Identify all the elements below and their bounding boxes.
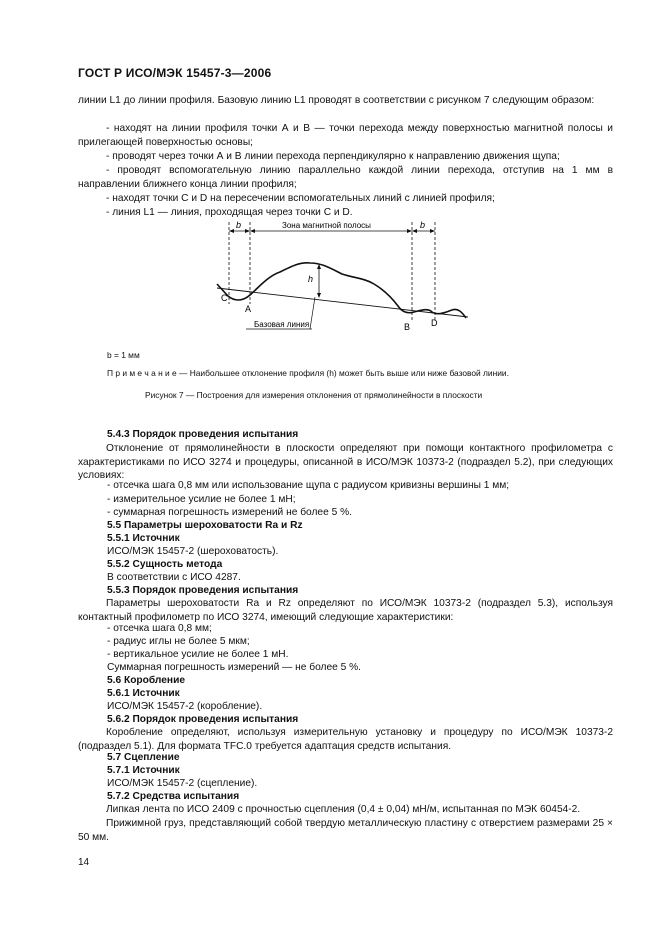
label-D: D — [431, 318, 438, 328]
label-baseline: Базовая линия — [254, 320, 310, 329]
list-5-5-3-2: - радиус иглы не более 5 мкм; — [107, 636, 250, 647]
arrow-4 — [407, 229, 412, 233]
list-5-4-3-2: - измерительное усилие не более 1 мН; — [107, 494, 296, 505]
para-5-5-3: Параметры шероховатости Ra и Rz определяют по ИСО/МЭК 10373-2 (подраздел 5.3), используя контактный профилометр по ИСО 3274, имеющий следующие характеристики: — [78, 598, 613, 623]
text-5-5-3-sum: Суммарная погрешность измерений — не более 5 %. — [107, 662, 362, 673]
para-5-4-3: Отклонение от прямолинейности в плоскости определяют при помощи контактного профилометра с характеристиками по ИСО 3274 и процедуры, описанной в ИСО/МЭК 10373-2 (подраздел 5.2), при следующих условиях: — [78, 443, 613, 482]
list-5-5-3-1: - отсечка шага 0,8 мм; — [107, 623, 212, 634]
intro-bullet-5: - линия L1 — линия, проходящая через точки С и D. — [106, 207, 353, 218]
label-b-right: b — [420, 220, 426, 230]
page-number: 14 — [78, 857, 90, 868]
para-5-7-2-a: Липкая лента по ИСО 2409 с прочностью сцепления (0,4 ± 0,04) мН/м, испытанная по МЭК 60454-2. — [106, 804, 581, 815]
text-5-5-2: В соответствии с ИСО 4287. — [107, 572, 241, 583]
heading-5-6-1: 5.6.1 Источник — [107, 688, 180, 699]
heading-5-7-1: 5.7.1 Источник — [107, 765, 180, 776]
document-header: ГОСТ Р ИСО/МЭК 15457-3—2006 — [78, 66, 272, 80]
para-5-6-2: Коробление определяют, используя измерительную установку и процедуру по ИСО/МЭК 10373-2 (подраздел 5.1). Для формата TFC.0 требуется адаптация средств испытания. — [78, 727, 613, 752]
heading-5-5-2: 5.5.2 Сущность метода — [107, 559, 223, 570]
baseline-L1 — [217, 288, 468, 317]
label-h: h — [308, 274, 314, 284]
heading-5-7-2: 5.7.2 Средства испытания — [107, 791, 240, 802]
profile-line — [217, 263, 466, 318]
intro-bullet-1: - находят на линии профиля точки А и В — точки перехода между поверхностью магнитной полосы и прилегающей поверхностью основы; — [78, 123, 613, 148]
intro-paragraph: линии L1 до линии профиля. Базовую линию L1 проводят в соответствии с рисунком 7 следующим образом: — [78, 95, 595, 106]
arrow-3 — [250, 229, 255, 233]
arrow-1 — [229, 229, 234, 233]
figure-caption: Рисунок 7 — Построения для измерения отклонения от прямолинейности в плоскости — [145, 390, 483, 400]
heading-5-6: 5.6 Коробление — [107, 675, 186, 686]
label-B: B — [404, 322, 411, 332]
heading-5-5-3: 5.5.3 Порядок проведения испытания — [107, 585, 299, 596]
heading-5-6-2: 5.6.2 Порядок проведения испытания — [107, 714, 299, 725]
b-note: b = 1 мм — [107, 350, 140, 360]
deviation-arrow-bottom — [317, 293, 321, 298]
baseline-leader — [310, 297, 315, 329]
text-5-7-1: ИСО/МЭК 15457-2 (сцепление). — [107, 778, 258, 789]
intro-bullet-3: - проводят вспомогательную линию параллельно каждой линии перехода, отступив на 1 мм в направлении ближнего конца линии профиля; — [78, 165, 613, 190]
figure-note: П р и м е ч а н и е — Наибольшее отклонение профиля (h) может быть выше или ниже базовой линии. — [107, 368, 509, 378]
text-5-6-1: ИСО/МЭК 15457-2 (коробление). — [107, 701, 263, 712]
heading-5-7: 5.7 Сцепление — [107, 752, 180, 763]
list-5-5-3-3: - вертикальное усилие не более 1 мН. — [107, 649, 289, 660]
label-C: C — [221, 293, 228, 303]
arrow-2 — [245, 229, 250, 233]
intro-bullet-2: - проводят через точки А и В линии перехода перпендикулярно к направлению движения щупа; — [106, 151, 560, 162]
heading-5-5: 5.5 Параметры шероховатости Ra и Rz — [107, 520, 303, 531]
list-5-4-3-1: - отсечка шага 0,8 мм или использование щупа с радиусом кривизны вершины 1 мм; — [107, 480, 510, 491]
heading-5-5-1: 5.5.1 Источник — [107, 533, 180, 544]
label-A: A — [245, 304, 252, 314]
arrow-6 — [430, 229, 435, 233]
label-b-left: b — [236, 220, 242, 230]
label-zone: Зона магнитной полосы — [282, 221, 371, 230]
heading-5-4-3: 5.4.3 Порядок проведения испытания — [107, 429, 299, 440]
list-5-4-3-3: - суммарная погрешность измерений не более 5 %. — [107, 507, 352, 518]
intro-bullet-4: - находят точки С и D на пересечении вспомогательных линий с линией профиля; — [106, 193, 495, 204]
figure-7-diagram — [0, 218, 661, 378]
para-5-7-2-b: Прижимной груз, представляющий собой твердую металлическую пластину с отверстием размерами 25 × 50 мм. — [78, 818, 613, 843]
arrow-5 — [412, 229, 417, 233]
text-5-5-1: ИСО/МЭК 15457-2 (шероховатость). — [107, 546, 279, 557]
